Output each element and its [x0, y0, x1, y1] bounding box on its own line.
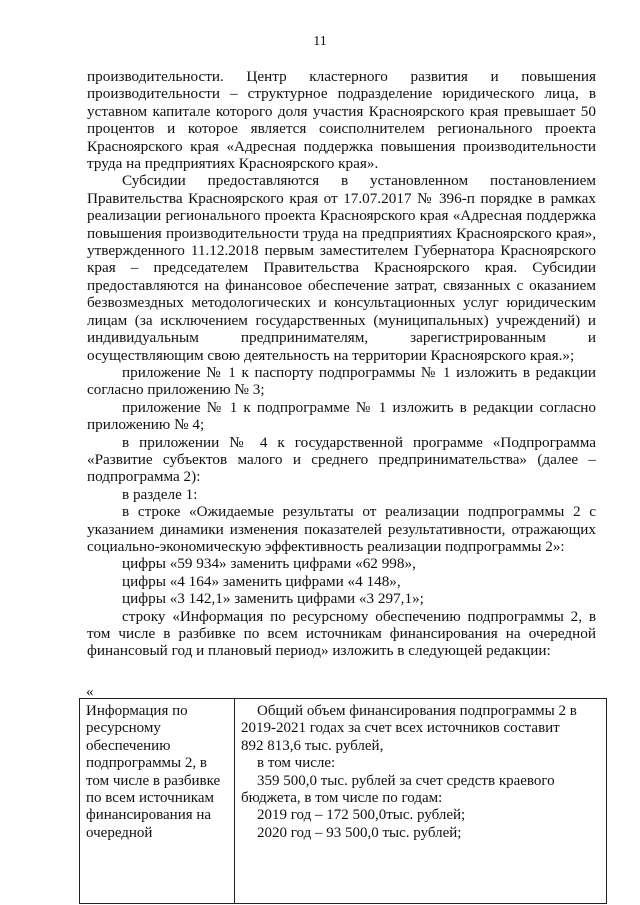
page-number: 11	[313, 34, 327, 49]
table-cell-line: 892 813,6 тыс. рублей,	[241, 737, 384, 754]
document-body	[87, 68, 596, 660]
paragraph: цифры «3 142,1» заменить цифрами «3 297,1»;	[122, 590, 424, 608]
table-cell-line: в том числе:	[257, 755, 336, 772]
paragraph: строку «Информация по ресурсному обеспечению подпрограммы 2, в том числе в разбивке по всем источникам финансирования на очередной финансовый год и плановый период» изложить в следующей редакции:	[87, 607, 596, 660]
table-cell-line: 359 500,0 тыс. рублей за счет средств краевого	[257, 772, 555, 789]
table-cell-line: том числе в разбивке	[86, 772, 221, 789]
table-cell-line: 2020 год – 93 500,0 тыс. рублей;	[257, 824, 462, 841]
table-cell-line: финансирования на	[86, 807, 212, 824]
table-cell-value	[235, 699, 607, 904]
paragraph: Субсидии предоставляются в установленном постановлением Правительства Красноярского края от 17.07.2017 № 396-п порядке в рамках реализации регионального проекта Красноярского края «Адресная поддержка повышения производительности труда на предприятиях Красноярского края», утвержденного 11.12.2018 первым заместителем Губернатора Красноярского края – председателем Правительства Красноярского края. Субсидии предоставляются на финансовое обеспечение затрат, связанных с оказанием безвозмездных методологических и консультационных услуг юридическим лицам (за исключением государственных (муниципальных) учреждений) и индивидуальным предпринимателям, зарегистрированным и осуществляющим свою деятельность на территории Красноярского края.»;	[87, 172, 596, 364]
paragraph: в приложении № 4 к государственной программе «Подпрограмма «Развитие субъектов малого и среднего предпринимательства» (далее – подпрограмма 2):	[87, 433, 596, 486]
table-row	[80, 699, 607, 904]
table-cell-line: подпрограммы 2, в	[86, 755, 207, 772]
paragraph: в разделе 1:	[122, 485, 198, 503]
table-cell-label	[80, 699, 235, 904]
table-cell-line: обеспечению	[86, 737, 171, 754]
paragraph: цифры «59 934» заменить цифрами «62 998»,	[122, 555, 416, 573]
opening-quote-mark: «	[86, 684, 94, 700]
table-cell-line: Информация по	[86, 703, 188, 719]
table-cell-line: по всем источникам	[86, 790, 214, 807]
paragraph: цифры «4 164» заменить цифрами «4 148»,	[122, 572, 401, 590]
table-cell-line: 2019 год – 172 500,0тыс. рублей;	[257, 807, 466, 824]
table-cell-line: ресурсному	[86, 720, 161, 737]
resource-info-table	[79, 698, 607, 904]
table-cell-line: Общий объем финансирования подпрограммы 2 в	[257, 703, 577, 719]
table-cell-line: бюджета, в том числе по годам:	[241, 790, 443, 807]
paragraph: приложение № 1 к паспорту подпрограммы № 1 изложить в редакции согласно приложению № 3;	[87, 363, 596, 399]
paragraph: в строке «Ожидаемые результаты от реализации подпрограммы 2 с указанием динамики изменения показателей результативности, отражающих социально-экономическую эффективность реализации подпрограммы 2»:	[87, 503, 596, 555]
table-cell-line: очередной	[86, 824, 153, 841]
paragraph: производительности. Центр кластерного развития и повышения производительности – структурное подразделение юридического лица, в уставном капитале которого доля участия Красноярского края превышает 50 процентов и которое является соисполнителем регионального проекта Красноярского края «Адресная поддержка повышения производительности труда на предприятиях Красноярского края».	[87, 68, 596, 173]
table-cell-line: 2019-2021 годах за счет всех источников составит	[241, 720, 560, 737]
paragraph: приложение № 1 к подпрограмме № 1 изложить в редакции согласно приложению № 4;	[87, 398, 596, 434]
